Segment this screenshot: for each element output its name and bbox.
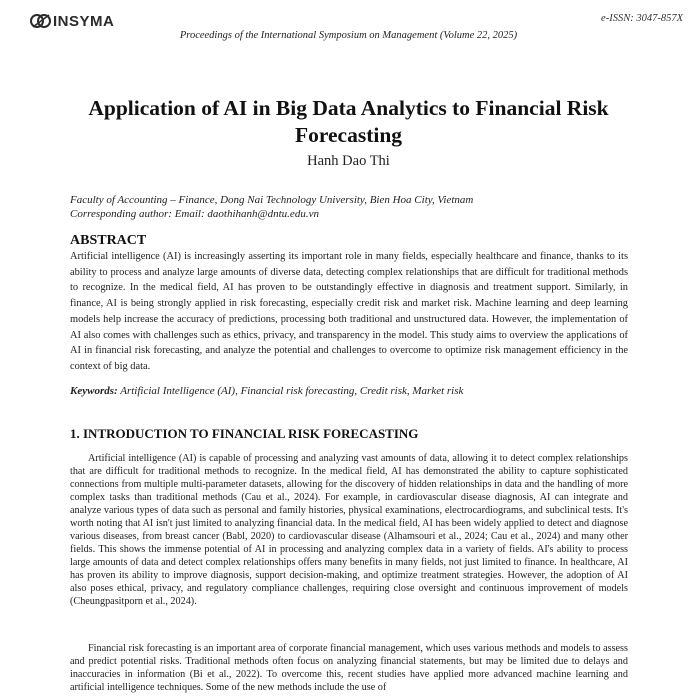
keywords-label: Keywords: xyxy=(70,385,118,397)
corresponding-author: Corresponding author: Email: daothihanh@dntu.edu.vn xyxy=(70,208,319,220)
abstract-heading: ABSTRACT xyxy=(70,233,147,248)
paper-title: Application of AI in Big Data Analytics to Financial Risk Forecasting xyxy=(88,96,609,147)
affiliation: Faculty of Accounting – Finance, Dong Nai Technology University, Bien Hoa City, Vietnam xyxy=(70,194,474,206)
issn-label: e-ISSN: 3047-857X xyxy=(601,13,683,24)
abstract-text: Artificial intelligence (AI) is increasingly asserting its important role in many fields, especially healthcare and finance, thanks to its ability to process and analyze large amounts of diverse data, detecting complex relationships that are difficult for traditional methods to recognize. In the medical field, AI has proven to be outstandingly effective in diagnosis and treatment support. Similarly, in finance, AI is being strongly applied in risk forecasting, especially credit risk and market risk. Machine learning and deep learning models help increase the accuracy of predictions, processing both traditional and unstructured data. However, the implementation of AI also comes with challenges such as ethics, privacy, and transparency in the model. This study aims to overview the applications of AI in financial risk forecasting, and analyze the potential and challenges to overcome to optimize risk management efficiency in the context of big data. xyxy=(70,251,628,372)
section-heading-introduction: 1. INTRODUCTION TO FINANCIAL RISK FORECASTING xyxy=(70,426,419,441)
body-paragraph-2: Financial risk forecasting is an important area of corporate financial management, which uses various methods and models to assess and predict potential risks. Traditional methods often focus on analyzing financial statements, but may be limited due to delays and inaccuracies in information (Bi et al., 2022). To overcome this, recent studies have applied more advanced machine learning and artificial intelligence techniques. Some of the new methods include the use of xyxy=(70,643,628,693)
keywords-text: Artificial Intelligence (AI), Financial risk forecasting, Credit risk, Market risk xyxy=(120,385,464,397)
body-paragraph-1: Artificial intelligence (AI) is capable of processing and analyzing vast amounts of data, allowing it to detect complex relationships that are difficult for traditional methods to recognize. In the medical field, AI has demonstrated the ability to capture sophisticated connections from multiple multi-parameter datasets, allowing for the discovery of hidden relationships in data and the handling of more complex tasks than traditional methods (Cau et al., 2024). For example, in cardiovascular disease diagnosis, AI can integrate and analyze various types of data such as personal and family histories, physical examinations, electrocardiograms, and subclinical tests. It's worth noting that AI isn't just limited to analyzing financial data. In the medical field, AI has been widely applied to detect and diagnose various diseases, from breast cancer (Babl, 2020) to cardiovascular disease (Alhamsouri et al., 2024; Cau et al., 2024) and many other fields. This shows the immense potential of AI in processing and analyzing complex data in a variety of fields. AI's ability to process large amounts of data and detect complex relationships offers many benefits in many fields, not just limited to finance. In healthcare, AI has proven its ability to improve diagnosis, support decision-making, and optimize treatment strategies. However, the adoption of AI also poses ethical, privacy, and regulatory compliance challenges, requiring close oversight and continuous improvement of models (Cheungpasitporn et al., 2024). xyxy=(70,453,628,607)
affiliation-block xyxy=(70,193,473,221)
logo-text: INSYMA xyxy=(53,12,115,30)
keywords-line xyxy=(70,385,463,397)
insyma-logo xyxy=(30,10,114,32)
author-name: Hanh Dao Thi xyxy=(307,153,390,169)
insyma-logo-icon xyxy=(30,12,52,30)
proceedings-header: Proceedings of the International Symposium on Management (Volume 22, 2025) xyxy=(179,30,518,41)
